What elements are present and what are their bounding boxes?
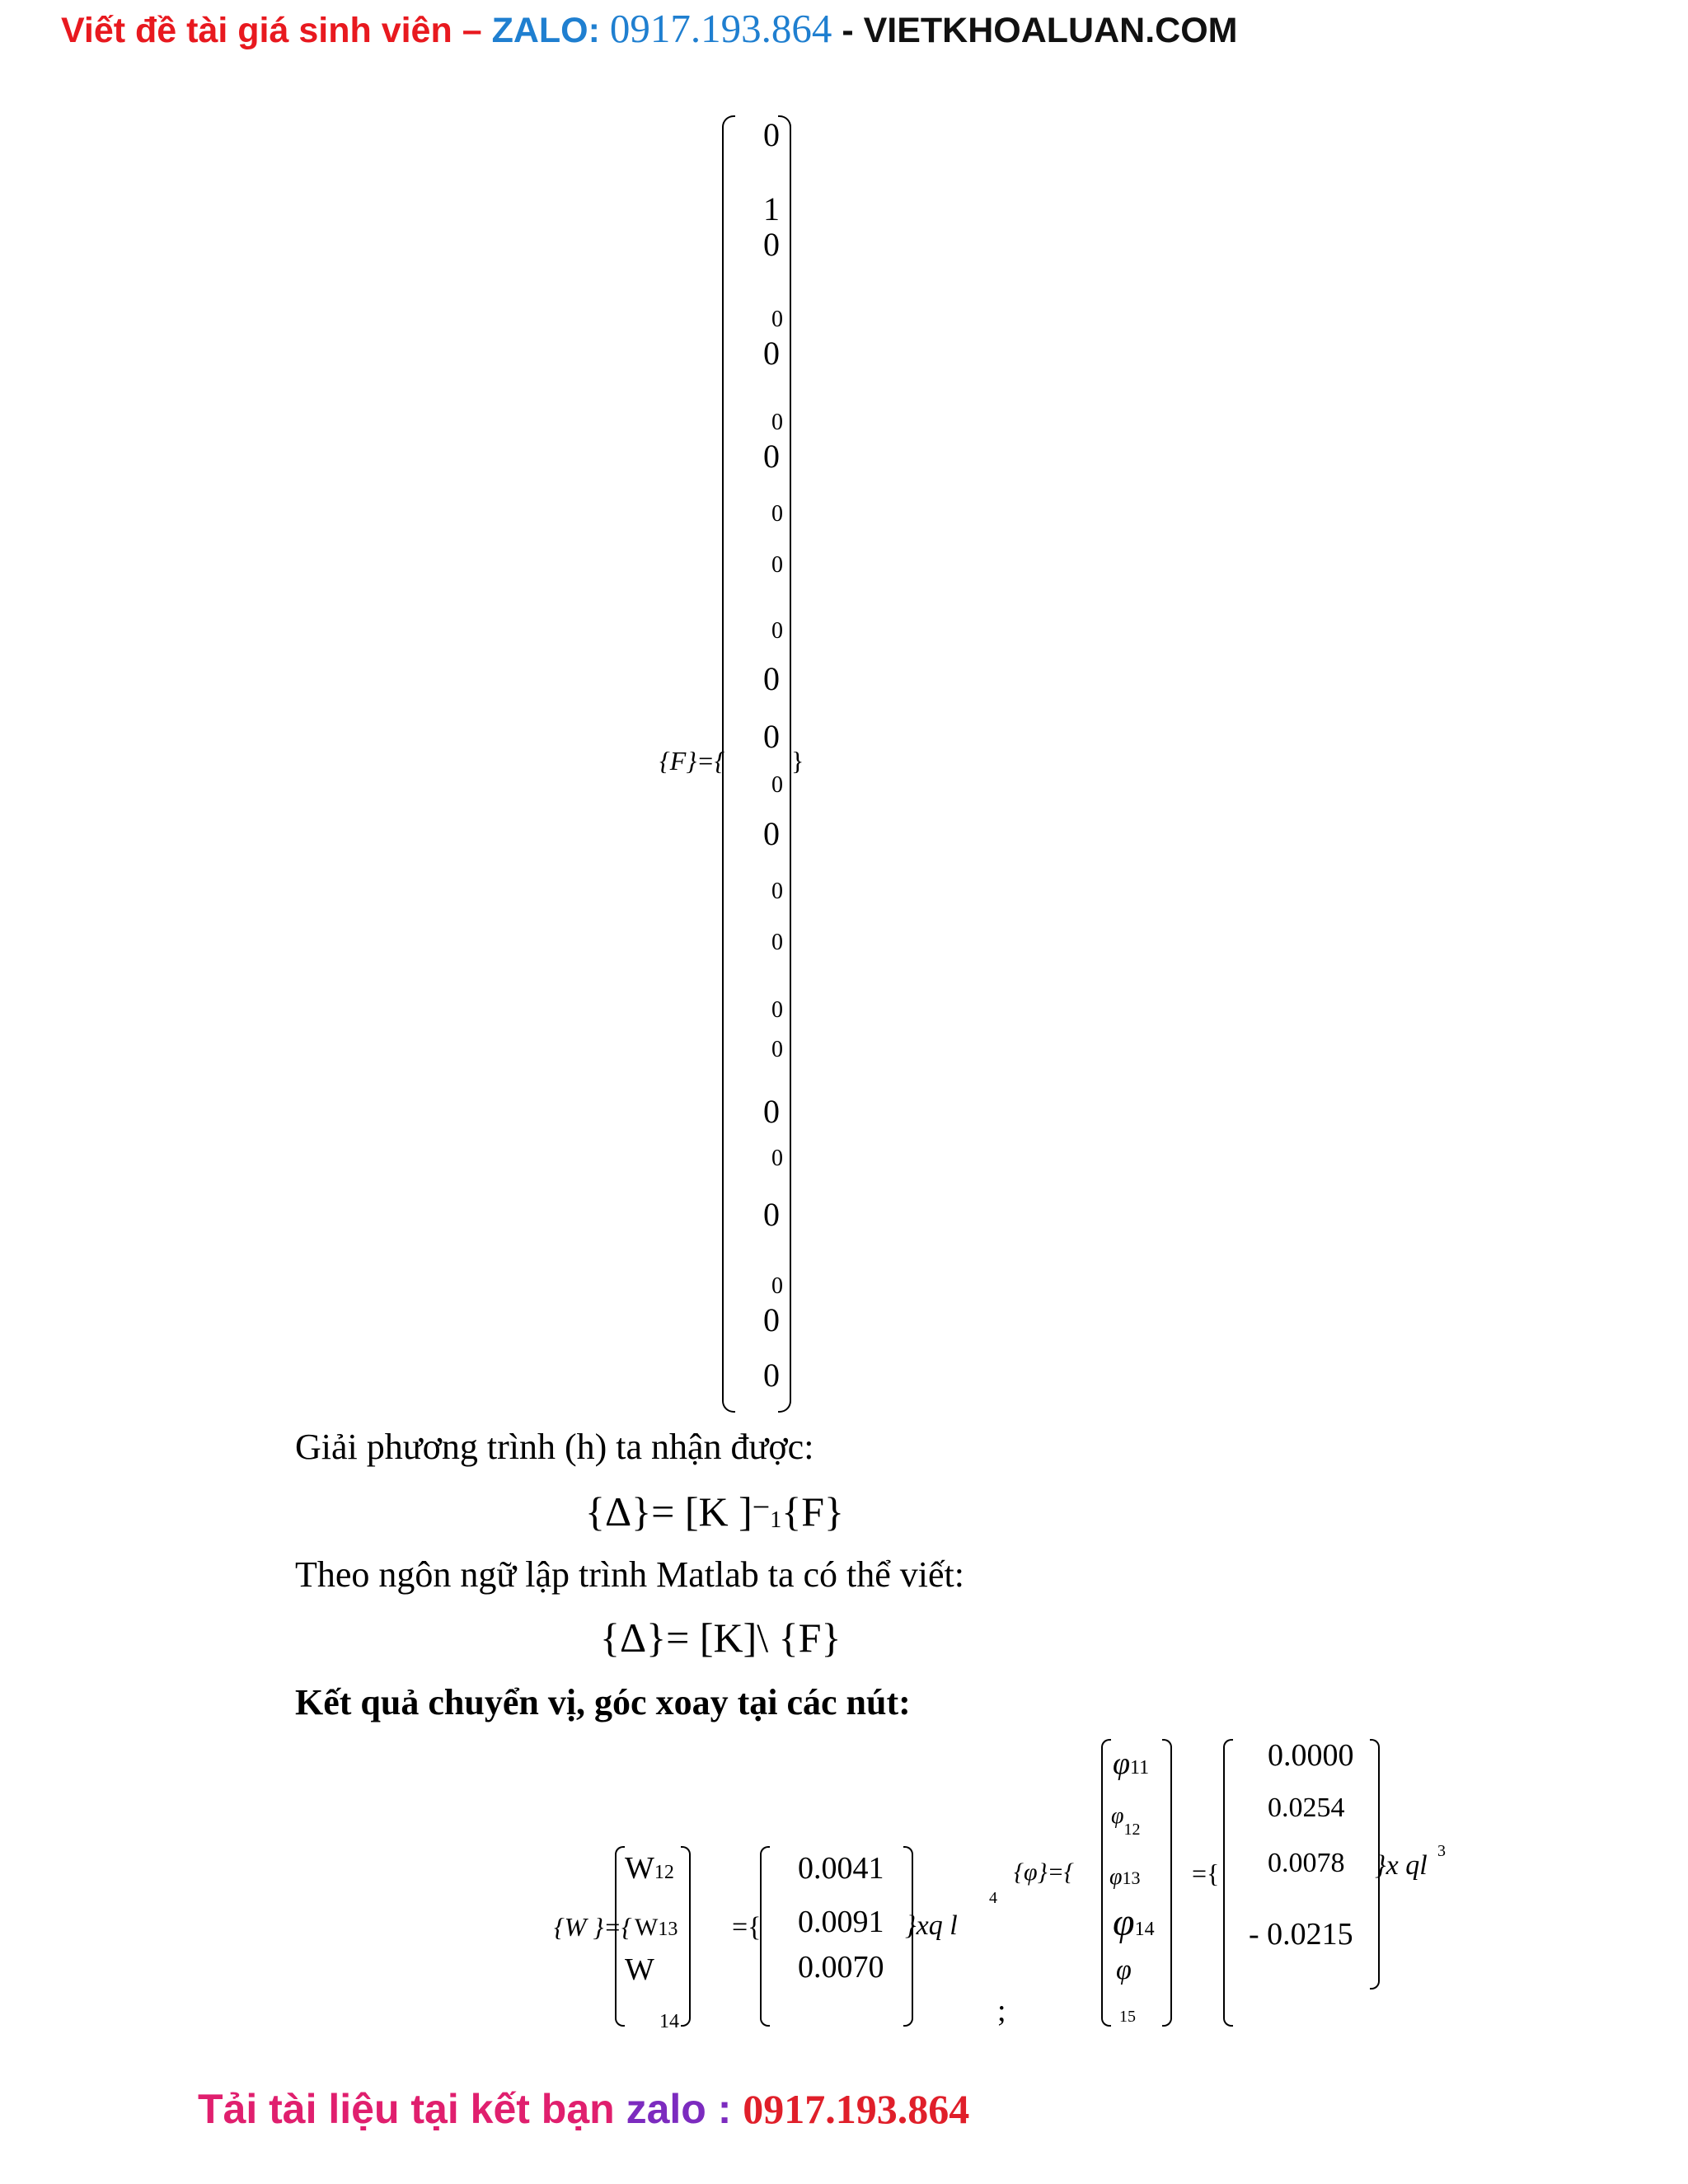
force-vector-label: {F}={ xyxy=(659,746,725,776)
force-entry: 0 xyxy=(763,226,780,263)
force-entry: 0 xyxy=(763,1093,780,1130)
equation-inverse xyxy=(585,1488,844,1535)
phi-item-5: φ xyxy=(1116,1955,1132,1985)
force-entry: 0 xyxy=(771,879,783,904)
force-entry: 0 xyxy=(771,618,783,644)
force-entry: 0 xyxy=(771,307,783,332)
force-entry: 0 xyxy=(771,501,783,527)
header-phone[interactable]: 0917.193.864 xyxy=(609,6,832,51)
phi-vector-label: {φ}={ xyxy=(1014,1858,1074,1886)
phi-exponent: 3 xyxy=(1437,1842,1446,1860)
phi-item-3: φ13 xyxy=(1109,1864,1141,1890)
force-entry: 0 xyxy=(771,930,783,955)
force-entry: 0 xyxy=(763,335,780,372)
phi-item-5-sub: 15 xyxy=(1119,2008,1136,2026)
header-zalo-label: ZALO: xyxy=(491,11,610,50)
phi-item-1: φ11 xyxy=(1113,1746,1150,1781)
eq1-sup: − xyxy=(752,1490,771,1525)
footer-phone[interactable]: 0917.193.864 xyxy=(743,2086,970,2132)
force-entry: 0 xyxy=(763,660,780,697)
force-entry: 0 xyxy=(771,1146,783,1171)
header-site[interactable]: - VIETKHOALUAN.COM xyxy=(832,11,1238,50)
w-vector-label: {W }={ xyxy=(554,1912,632,1942)
force-entry: 0 xyxy=(763,815,780,852)
phi-value-1: 0.0000 xyxy=(1268,1738,1354,1773)
eq1-sub: 1 xyxy=(770,1507,782,1533)
force-entry: 0 xyxy=(771,1273,783,1299)
w-value-2: 0.0091 xyxy=(798,1905,884,1939)
w-values-left-bracket xyxy=(760,1846,770,2027)
eq1-main: {Δ}= [K ] xyxy=(585,1488,753,1535)
eq1-tail: {F} xyxy=(781,1488,845,1535)
phi-values-left-bracket xyxy=(1223,1739,1233,2027)
phi-equals: ={ xyxy=(1192,1858,1220,1888)
force-entry: 0 xyxy=(771,997,783,1023)
w-item-3: W xyxy=(625,1952,654,1987)
force-entry: 0 xyxy=(771,1037,783,1062)
force-entry: 1 xyxy=(763,190,780,227)
force-vector-close: } xyxy=(791,746,804,776)
phi-right-bracket xyxy=(1162,1739,1172,2027)
w-value-1: 0.0041 xyxy=(798,1851,884,1886)
phi-factor: }x ql xyxy=(1375,1850,1428,1881)
force-entry: 0 xyxy=(763,1301,780,1338)
phi-item-2: $\varphi_{12}$ xyxy=(1111,1803,1141,1839)
w-left-bracket xyxy=(615,1846,625,2027)
phi-value-4: - 0.0215 xyxy=(1249,1917,1353,1952)
w-equals: ={ xyxy=(732,1912,762,1943)
w-item-3-sub: 14 xyxy=(659,2011,679,2032)
w-exponent: 4 xyxy=(989,1889,997,1907)
footer-text: Tải tài liệu tại kết bạn xyxy=(198,2086,626,2132)
w-factor: }xq l xyxy=(905,1910,958,1941)
equation-matlab: {Δ}= [K]\ {F} xyxy=(600,1615,842,1661)
phi-value-3: 0.0078 xyxy=(1268,1848,1345,1878)
w-right-bracket xyxy=(681,1846,691,2027)
w-value-3: 0.0070 xyxy=(798,1950,884,1985)
matlab-line: Theo ngôn ngữ lập trình Matlab ta có thể viết: xyxy=(295,1554,964,1595)
force-entry: 0 xyxy=(763,718,780,755)
footer-banner xyxy=(198,2085,969,2133)
solve-line: Giải phương trình (h) ta nhận được: xyxy=(295,1427,814,1467)
w-item-2: W13 xyxy=(635,1914,678,1941)
footer-zalo-label: zalo : xyxy=(626,2086,743,2132)
result-heading: Kết quả chuyển vị, góc xoay tại các nút: xyxy=(295,1682,911,1722)
phi-value-2: 0.0254 xyxy=(1268,1793,1345,1823)
force-entry: 0 xyxy=(771,772,783,798)
force-entry: 0 xyxy=(771,410,783,435)
force-entry: 0 xyxy=(763,1357,780,1394)
force-entry: 0 xyxy=(763,1196,780,1233)
header-banner xyxy=(61,5,1237,52)
force-entry: 0 xyxy=(763,116,780,153)
separator: ; xyxy=(997,1994,1006,2028)
w-item-1: W12 xyxy=(625,1851,674,1886)
force-entry: 0 xyxy=(771,552,783,578)
header-text-1: Viết đề tài giá sinh viên – xyxy=(61,11,492,50)
force-entry: 0 xyxy=(763,438,780,475)
phi-item-4: φ14 xyxy=(1113,1900,1155,1944)
